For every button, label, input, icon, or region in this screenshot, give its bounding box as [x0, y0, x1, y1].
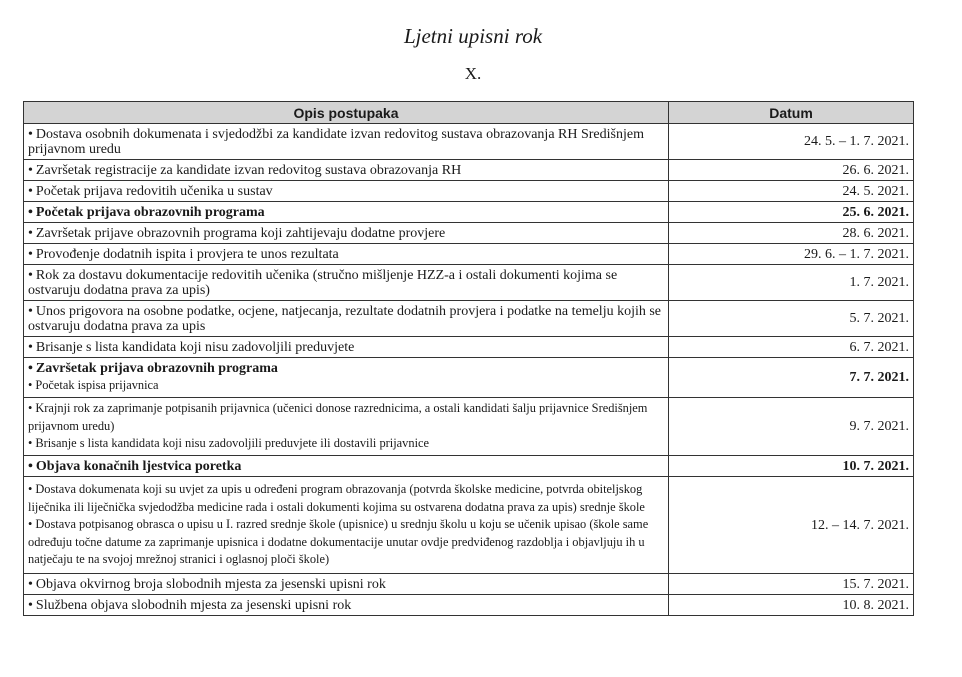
bullet-icon: •: [28, 576, 33, 592]
table-row: [24, 595, 914, 616]
procedure-date: 26. 6. 2021.: [669, 160, 914, 181]
procedure-text: Početak ispisa prijavnica: [35, 378, 159, 393]
procedure-line: [28, 360, 664, 377]
table-row: [24, 244, 914, 265]
procedure-text: Službena objava slobodnih mjesta za jesenski upisni rok: [35, 597, 352, 613]
procedure-date: 15. 7. 2021.: [669, 574, 914, 595]
procedure-text: Dostava potpisanog obrasca o upisu u I. razred srednje škole (upisnice) u srednju školu u koju se učenik upisao (škole same određuju točne datume za zaprimanje upisnica i dodatne dokumentacije unutar ovdje predviđenog razdoblja i objavljuju ih u natječaju te na svojoj mrežnoj stranici i oglasnoj ploči škole): [28, 517, 649, 567]
table-row: [24, 124, 914, 160]
bullet-icon: •: [28, 162, 33, 178]
procedure-description: [24, 301, 669, 337]
procedure-date: 24. 5. – 1. 7. 2021.: [669, 124, 914, 160]
procedure-date: 24. 5. 2021.: [669, 181, 914, 202]
procedure-description: [24, 181, 669, 202]
table-row: [24, 398, 914, 456]
procedure-text: Krajnji rok za zaprimanje potpisanih prijavnica (učenici donose razrednicima, a ostali kandidati šalju prijavnice Središnjem prijavnom uredu): [28, 401, 648, 433]
procedure-line: [28, 127, 664, 157]
table-row: [24, 574, 914, 595]
procedure-line: [28, 458, 664, 475]
table-header-row: [24, 102, 914, 124]
procedure-text: Brisanje s lista kandidata koji nisu zadovoljili preduvjete: [35, 339, 355, 355]
bullet-icon: •: [28, 517, 33, 532]
procedure-description: [24, 456, 669, 477]
procedure-text: Dostava osobnih dokumenata i svjedodžbi za kandidate izvan redovitog sustava obrazovanja RH Središnjem prijavnom uredu: [28, 126, 644, 157]
bullet-icon: •: [28, 361, 33, 377]
bullet-icon: •: [28, 204, 33, 220]
table-row: [24, 181, 914, 202]
document-section-number: X.: [464, 64, 482, 83]
bullet-icon: •: [28, 303, 33, 319]
procedure-text: Provođenje dodatnih ispita i provjera te unos rezultata: [35, 246, 339, 262]
procedure-line: [28, 268, 664, 298]
procedure-line: [28, 400, 664, 435]
procedure-line: [28, 481, 664, 516]
procedure-line: [28, 435, 664, 453]
bullet-icon: •: [28, 597, 33, 613]
procedure-description: [24, 595, 669, 616]
procedure-line: [28, 304, 664, 334]
table-row: [24, 202, 914, 223]
table-row: [24, 265, 914, 301]
procedure-line: [28, 377, 664, 395]
procedure-line: [28, 247, 664, 262]
schedule-table-body: [24, 124, 914, 616]
procedure-date: 9. 7. 2021.: [669, 398, 914, 456]
bullet-icon: •: [28, 436, 33, 451]
schedule-table: [23, 101, 914, 616]
procedure-date: 10. 8. 2021.: [669, 595, 914, 616]
document-title: Ljetni upisni rok: [403, 24, 543, 48]
procedure-line: [28, 577, 664, 592]
procedure-text: Početak prijava obrazovnih programa: [35, 204, 265, 220]
procedure-date: 5. 7. 2021.: [669, 301, 914, 337]
procedure-date: 29. 6. – 1. 7. 2021.: [669, 244, 914, 265]
procedure-text: Početak prijava redovitih učenika u sustav: [35, 183, 273, 199]
procedure-line: [28, 598, 664, 613]
procedure-description: [24, 202, 669, 223]
procedure-description: [24, 244, 669, 265]
procedure-description: [24, 337, 669, 358]
procedure-date: 25. 6. 2021.: [669, 202, 914, 223]
procedure-line: [28, 340, 664, 355]
procedure-date: 1. 7. 2021.: [669, 265, 914, 301]
procedure-description: [24, 223, 669, 244]
procedure-text: Objava konačnih ljestvica poretka: [35, 458, 242, 474]
procedure-date: 10. 7. 2021.: [669, 456, 914, 477]
procedure-description: [24, 124, 669, 160]
procedure-date: 6. 7. 2021.: [669, 337, 914, 358]
procedure-text: Završetak registracije za kandidate izvan redovitog sustava obrazovanja RH: [35, 162, 462, 178]
table-row: [24, 160, 914, 181]
bullet-icon: •: [28, 246, 33, 262]
bullet-icon: •: [28, 225, 33, 241]
table-row: [24, 358, 914, 398]
table-row: [24, 337, 914, 358]
procedure-description: [24, 398, 669, 456]
procedure-date: 12. – 14. 7. 2021.: [669, 477, 914, 574]
bullet-icon: •: [28, 401, 33, 416]
procedure-text: Dostava dokumenata koji su uvjet za upis u određeni program obrazovanja (potvrda školske medicine, potvrda obiteljskog liječnika ili liječnička svjedodžba medicine rada i ostali dokumenti kojima su ostvarena dodatna prava za upis) srednje škole: [28, 482, 645, 514]
column-header-date: Datum: [669, 102, 914, 124]
column-header-description: Opis postupaka: [24, 102, 669, 124]
bullet-icon: •: [28, 458, 33, 474]
table-row: [24, 477, 914, 574]
procedure-line: [28, 226, 664, 241]
table-row: [24, 301, 914, 337]
table-row: [24, 223, 914, 244]
procedure-description: [24, 574, 669, 595]
procedure-description: [24, 477, 669, 574]
procedure-text: Završetak prijava obrazovnih programa: [35, 361, 278, 377]
procedure-line: [28, 163, 664, 178]
procedure-text: Završetak prijave obrazovnih programa koji zahtijevaju dodatne provjere: [35, 225, 446, 241]
procedure-text: Brisanje s lista kandidata koji nisu zadovoljili preduvjete ili dostavili prijavnice: [35, 436, 430, 451]
procedure-description: [24, 160, 669, 181]
bullet-icon: •: [28, 267, 33, 283]
procedure-date: 7. 7. 2021.: [669, 358, 914, 398]
table-row: [24, 456, 914, 477]
procedure-date: 28. 6. 2021.: [669, 223, 914, 244]
procedure-line: [28, 516, 664, 569]
bullet-icon: •: [28, 378, 33, 393]
bullet-icon: •: [28, 482, 33, 497]
procedure-line: [28, 184, 664, 199]
bullet-icon: •: [28, 339, 33, 355]
procedure-text: Objava okvirnog broja slobodnih mjesta za jesenski upisni rok: [35, 576, 386, 592]
bullet-icon: •: [28, 183, 33, 199]
bullet-icon: •: [28, 126, 33, 142]
procedure-text: Unos prigovora na osobne podatke, ocjene, natjecanja, rezultate dodatnih provjera i podatke na temelju kojih se ostvaruju dodatna prava za upis: [28, 303, 662, 334]
procedure-text: Rok za dostavu dokumentacije redovitih učenika (stručno mišljenje HZZ-a i ostali dokumenti kojima se ostvaruju dodatna prava za upis): [28, 267, 618, 298]
procedure-line: [28, 204, 664, 221]
procedure-description: [24, 358, 669, 398]
procedure-description: [24, 265, 669, 301]
